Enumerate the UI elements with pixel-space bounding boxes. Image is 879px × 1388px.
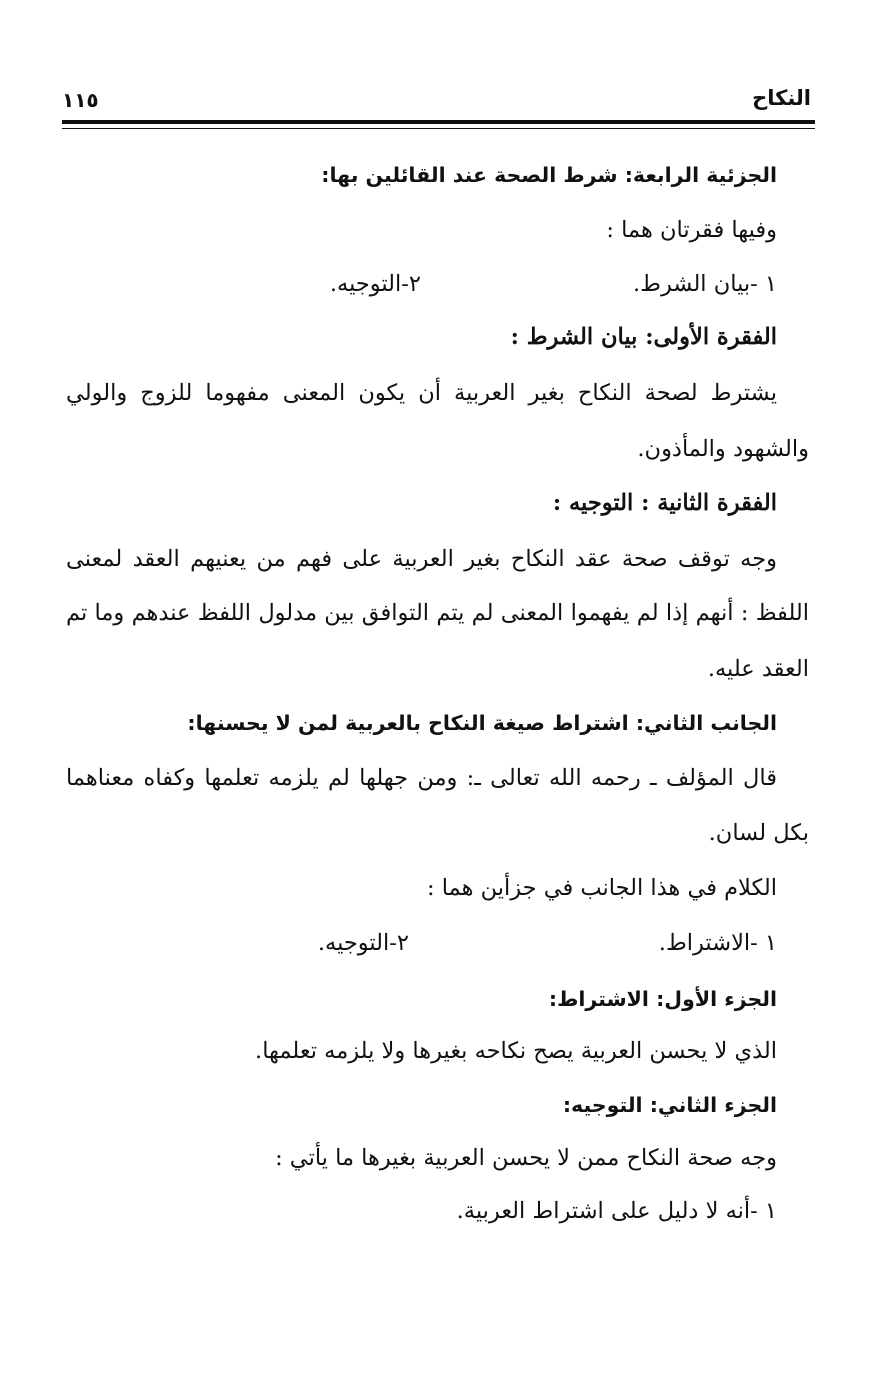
part-heading: الجزء الثاني: التوجيه: [562, 1093, 777, 1117]
list-item: ١ -أنه لا دليل على اشتراط العربية. [456, 1198, 777, 1224]
part-heading: الجزء الأول: الاشتراط: [548, 987, 777, 1011]
subsection-heading: الجزئية الرابعة: شرط الصحة عند القائلين بها: [321, 163, 777, 187]
quoted-text-line: قال المؤلف ـ رحمه الله تعالى ـ: ومن جهلها لم يلزمه تعلمها وكفاه معناهما [66, 765, 777, 791]
list-item: ١ -الاشتراط. [658, 930, 777, 956]
body-text-line: والشهود والمأذون. [637, 436, 809, 462]
body-text-line: يشترط لصحة النكاح بغير العربية أن يكون المعنى مفهوما للزوج والولي [66, 380, 777, 406]
section-heading: الجانب الثاني: اشتراط صيغة النكاح بالعربية لمن لا يحسنها: [187, 711, 777, 735]
paragraph-heading: الفقرة الثانية : التوجيه : [552, 490, 777, 516]
body-text-line: الكلام في هذا الجانب في جزأين هما : [426, 875, 777, 901]
body-text-line: وجه توقف صحة عقد النكاح بغير العربية على فهم من يعنيهم العقد لمعنى [66, 546, 777, 572]
header-rule-thick [62, 120, 815, 124]
body-text-line: اللفظ : أنهم إذا لم يفهموا المعنى لم يتم التوافق بين مدلول اللفظ عندهم وما تم [66, 600, 809, 626]
list-item: ١ -بيان الشرط. [633, 271, 777, 297]
running-header-title: النكاح [752, 86, 811, 110]
quoted-text-line: بكل لسان. [708, 820, 809, 846]
paragraph-heading: الفقرة الأولى: بيان الشرط : [510, 324, 777, 350]
body-text-line: العقد عليه. [707, 656, 809, 682]
body-text-line: وفيها فقرتان هما : [606, 217, 777, 243]
list-item: ٢-التوجيه. [317, 930, 409, 956]
page-number: ١١٥ [62, 88, 99, 112]
body-text-line: وجه صحة النكاح ممن لا يحسن العربية بغيرها ما يأتي : [275, 1145, 777, 1171]
list-item: ٢-التوجيه. [329, 271, 421, 297]
body-text-line: الذي لا يحسن العربية يصح نكاحه بغيرها ولا يلزمه تعلمها. [255, 1038, 777, 1064]
header-rule-thin [62, 128, 815, 129]
